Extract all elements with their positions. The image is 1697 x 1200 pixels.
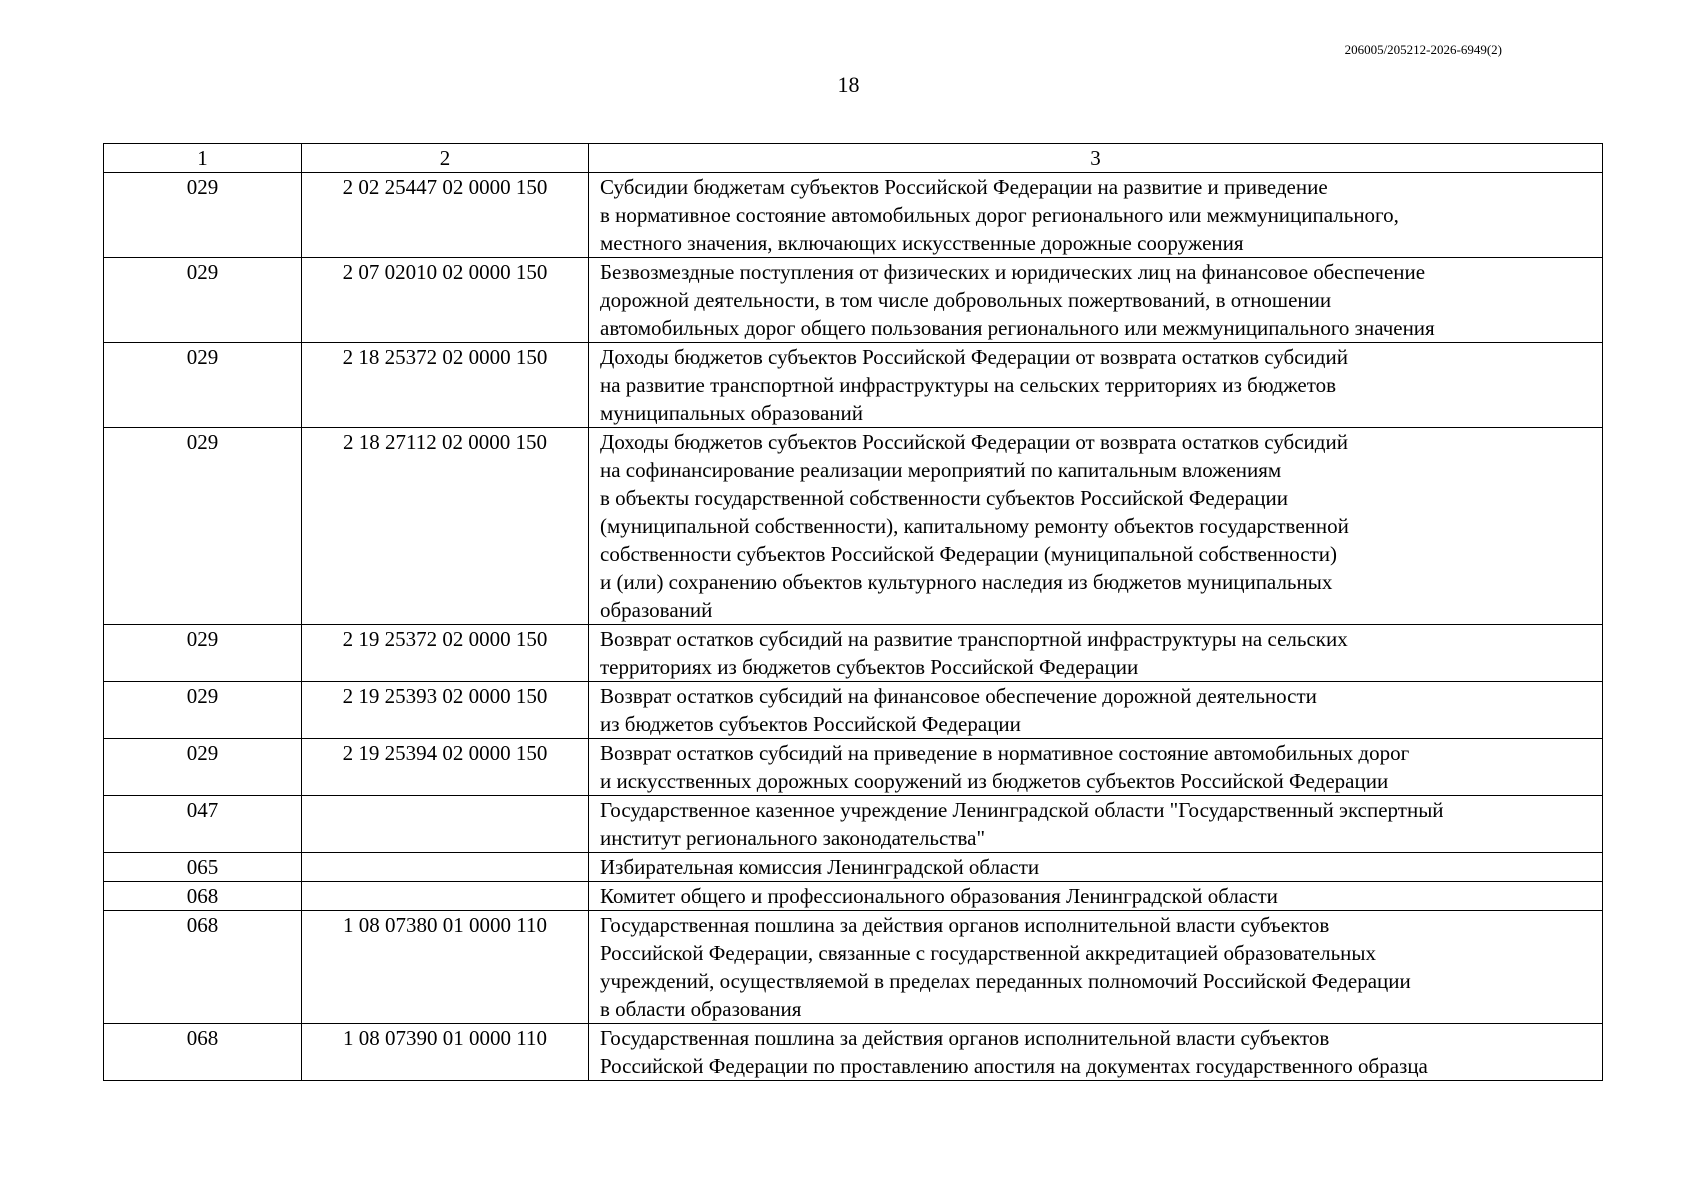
table-row [104, 258, 1603, 343]
table-row [104, 739, 1603, 796]
revenue-name-line: Российской Федерации, связанные с государственной аккредитацией образовательных [600, 941, 1377, 965]
revenue-name-line: в объекты государственной собственности субъектов Российской Федерации [600, 486, 1289, 510]
table-row [104, 173, 1603, 258]
revenue-name-line: и (или) сохранению объектов культурного наследия из бюджетов муниципальных [600, 570, 1333, 594]
revenue-name-line: Государственное казенное учреждение Ленинградской области "Государственный экспертный [600, 798, 1444, 822]
revenue-name-line: институт регионального законодательства" [600, 826, 986, 850]
budget-code-cell: 2 19 25372 02 0000 150 [302, 625, 589, 682]
table-row [104, 343, 1603, 428]
revenue-name-line: Доходы бюджетов субъектов Российской Федерации от возврата остатков субсидий [600, 345, 1348, 369]
budget-code-cell: 1 08 07390 01 0000 110 [302, 1024, 589, 1081]
budget-code-cell: 2 02 25447 02 0000 150 [302, 173, 589, 258]
admin-code-cell: 065 [104, 853, 302, 882]
revenue-name-line: Доходы бюджетов субъектов Российской Федерации от возврата остатков субсидий [600, 430, 1348, 454]
admin-code-cell: 068 [104, 911, 302, 1024]
admin-code-cell: 029 [104, 173, 302, 258]
admin-code-cell: 029 [104, 343, 302, 428]
revenue-name-line: на развитие транспортной инфраструктуры на сельских территориях из бюджетов [600, 373, 1337, 397]
revenue-name-cell [589, 911, 1603, 1024]
budget-code-cell [302, 853, 589, 882]
revenue-name-line: территориях из бюджетов субъектов Российской Федерации [600, 655, 1139, 679]
revenue-name-line: собственности субъектов Российской Федерации (муниципальной собственности) [600, 542, 1337, 566]
revenue-name-line: муниципальных образований [600, 401, 863, 425]
revenue-name-line: и искусственных дорожных сооружений из бюджетов субъектов Российской Федерации [600, 769, 1389, 793]
revenue-name-line: дорожной деятельности, в том числе добровольных пожертвований, в отношении [600, 288, 1332, 312]
budget-classification-table [103, 143, 1603, 1081]
table-row [104, 796, 1603, 853]
revenue-name-cell [589, 882, 1603, 911]
revenue-name-line: (муниципальной собственности), капитальному ремонту объектов государственной [600, 514, 1349, 538]
document-id: 206005/205212-2026-6949(2) [1344, 42, 1502, 57]
table-row [104, 882, 1603, 911]
column-header-1: 1 [104, 144, 302, 173]
table-row [104, 682, 1603, 739]
revenue-name-line: местного значения, включающих искусственные дорожные сооружения [600, 231, 1244, 255]
revenue-name-cell [589, 682, 1603, 739]
revenue-name-line: Безвозмездные поступления от физических и юридических лиц на финансовое обеспечение [600, 260, 1426, 284]
column-header-2: 2 [302, 144, 589, 173]
admin-code-cell: 029 [104, 428, 302, 625]
budget-code-cell [302, 882, 589, 911]
revenue-name-cell [589, 428, 1603, 625]
revenue-name-cell [589, 739, 1603, 796]
budget-code-cell [302, 796, 589, 853]
column-number-row [104, 144, 1603, 173]
revenue-name-cell [589, 796, 1603, 853]
table-body [104, 144, 1603, 1081]
admin-code-cell: 029 [104, 258, 302, 343]
revenue-name-cell [589, 625, 1603, 682]
revenue-name-line: Возврат остатков субсидий на приведение в нормативное состояние автомобильных дорог [600, 741, 1410, 765]
revenue-name-cell [589, 853, 1603, 882]
revenue-name-cell [589, 258, 1603, 343]
revenue-name-line: Российской Федерации по проставлению апостиля на документах государственного образца [600, 1054, 1428, 1078]
revenue-name-line: автомобильных дорог общего пользования регионального или межмуниципального значения [600, 316, 1435, 340]
revenue-name-line: из бюджетов субъектов Российской Федерации [600, 712, 1021, 736]
revenue-name-line: Избирательная комиссия Ленинградской области [600, 855, 1040, 879]
table-row [104, 428, 1603, 625]
revenue-name-line: в нормативное состояние автомобильных дорог регионального или межмуниципального, [600, 203, 1399, 227]
table-row [104, 853, 1603, 882]
budget-code-cell: 2 19 25394 02 0000 150 [302, 739, 589, 796]
table-row [104, 1024, 1603, 1081]
revenue-name-line: Субсидии бюджетам субъектов Российской Федерации на развитие и приведение [600, 175, 1328, 199]
revenue-name-cell [589, 1024, 1603, 1081]
revenue-name-line: на софинансирование реализации мероприятий по капитальным вложениям [600, 458, 1282, 482]
table-row [104, 911, 1603, 1024]
admin-code-cell: 029 [104, 682, 302, 739]
revenue-name-cell [589, 173, 1603, 258]
page-number: 18 [837, 72, 860, 97]
table-row [104, 625, 1603, 682]
revenue-name-line: Возврат остатков субсидий на развитие транспортной инфраструктуры на сельских [600, 627, 1348, 651]
budget-code-cell: 2 18 25372 02 0000 150 [302, 343, 589, 428]
budget-code-cell: 1 08 07380 01 0000 110 [302, 911, 589, 1024]
budget-code-cell: 2 07 02010 02 0000 150 [302, 258, 589, 343]
revenue-name-line: Государственная пошлина за действия органов исполнительной власти субъектов [600, 913, 1330, 937]
budget-code-cell: 2 18 27112 02 0000 150 [302, 428, 589, 625]
column-header-3: 3 [589, 144, 1603, 173]
admin-code-cell: 029 [104, 625, 302, 682]
revenue-name-line: Возврат остатков субсидий на финансовое обеспечение дорожной деятельности [600, 684, 1317, 708]
admin-code-cell: 029 [104, 739, 302, 796]
revenue-name-line: учреждений, осуществляемой в пределах переданных полномочий Российской Федерации [600, 969, 1411, 993]
admin-code-cell: 047 [104, 796, 302, 853]
revenue-name-cell [589, 343, 1603, 428]
revenue-name-line: образований [600, 598, 713, 622]
revenue-name-line: Государственная пошлина за действия органов исполнительной власти субъектов [600, 1026, 1330, 1050]
revenue-name-line: в области образования [600, 997, 802, 1021]
revenue-name-line: Комитет общего и профессионального образования Ленинградской области [600, 884, 1278, 908]
budget-code-cell: 2 19 25393 02 0000 150 [302, 682, 589, 739]
admin-code-cell: 068 [104, 882, 302, 911]
admin-code-cell: 068 [104, 1024, 302, 1081]
